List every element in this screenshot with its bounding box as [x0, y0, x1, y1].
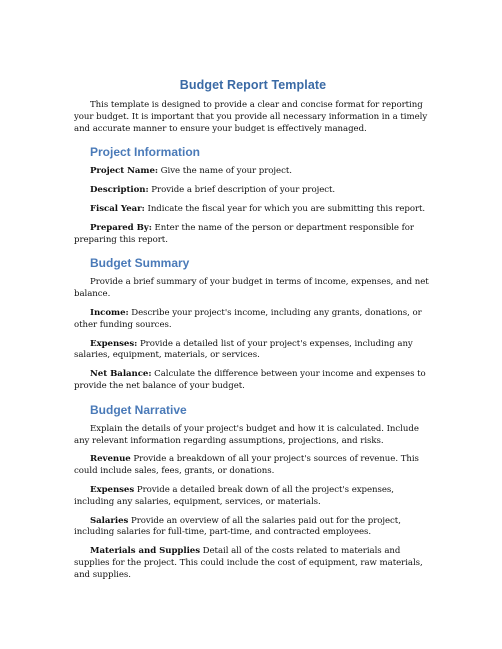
document-title: Budget Report Template — [179, 78, 327, 92]
prepared-by-item — [74, 223, 432, 247]
narrative-expenses-term: Expenses — [90, 484, 135, 495]
net-balance-text: Calculate the difference between your income and expenses to provide the net balance of your budget. — [74, 369, 426, 391]
income-text: Describe your project's income, including any grants, donations, or other funding sources. — [74, 307, 422, 330]
revenue-item — [74, 454, 432, 478]
fiscal-year-term: Fiscal Year: — [90, 203, 145, 214]
income-term: Income: — [90, 307, 129, 318]
salaries-term: Salaries — [90, 515, 129, 526]
fiscal-year-item — [74, 204, 432, 216]
budget-summary-intro: Provide a brief summary of your budget in terms of income, expenses, and net balance. — [74, 277, 429, 300]
revenue-text: Provide a breakdown of all your project's sources of revenue. This could include sales, fees, grants, or donations. — [74, 454, 419, 477]
revenue-term: Revenue — [90, 454, 131, 465]
project-name-item — [74, 166, 432, 178]
net-balance-term: Net Balance: — [90, 369, 152, 380]
budget-narrative-heading: Budget Narrative — [90, 402, 187, 417]
salaries-text: Provide an overview of all the salaries paid out for the project, including salaries for full-time, part-time, and contracted employees. — [74, 515, 401, 538]
income-item — [74, 308, 432, 332]
budget-summary-heading: Budget Summary — [90, 256, 190, 271]
description-item — [74, 185, 432, 197]
fiscal-year-text: Indicate the fiscal year for which you are submitting this report. — [144, 203, 426, 214]
intro-paragraph: This template is designed to provide a clear and concise format for reporting your budget. It is important that you provide all necessary information in a timely and accurate manner to ensure your budget is effectively managed. — [74, 100, 428, 134]
materials-supplies-item — [74, 546, 432, 581]
project-name-term: Project Name: — [90, 166, 158, 177]
description-term: Description: — [90, 185, 149, 196]
project-name-text: Give the name of your project. — [158, 166, 292, 177]
net-balance-item — [74, 369, 432, 393]
project-information-heading: Project Information — [90, 145, 201, 160]
description-text: Provide a brief description of your project. — [148, 185, 336, 196]
materials-supplies-text: Detail all of the costs related to materials and supplies for the project. This could include the cost of equipment, raw materials, and supplies. — [74, 546, 423, 580]
expenses-term: Expenses: — [90, 338, 138, 349]
narrative-expenses-item — [74, 485, 432, 509]
prepared-by-term: Prepared By: — [90, 222, 152, 233]
prepared-by-text: Enter the name of the person or department responsible for preparing this report. — [74, 222, 414, 245]
materials-supplies-term: Materials and Supplies — [90, 546, 200, 557]
expenses-text: Provide a detailed list of your project's expenses, including any salaries, equipment, materials, or services. — [74, 338, 413, 361]
narrative-expenses-text: Provide a detailed break down of all the project's expenses, including any salaries, equipment, services, or materials. — [74, 484, 394, 507]
salaries-item — [74, 516, 432, 540]
expenses-item — [74, 339, 432, 363]
budget-narrative-intro: Explain the details of your project's budget and how it is calculated. Include any relevant information regarding assumptions, projections, and risks. — [74, 423, 419, 446]
